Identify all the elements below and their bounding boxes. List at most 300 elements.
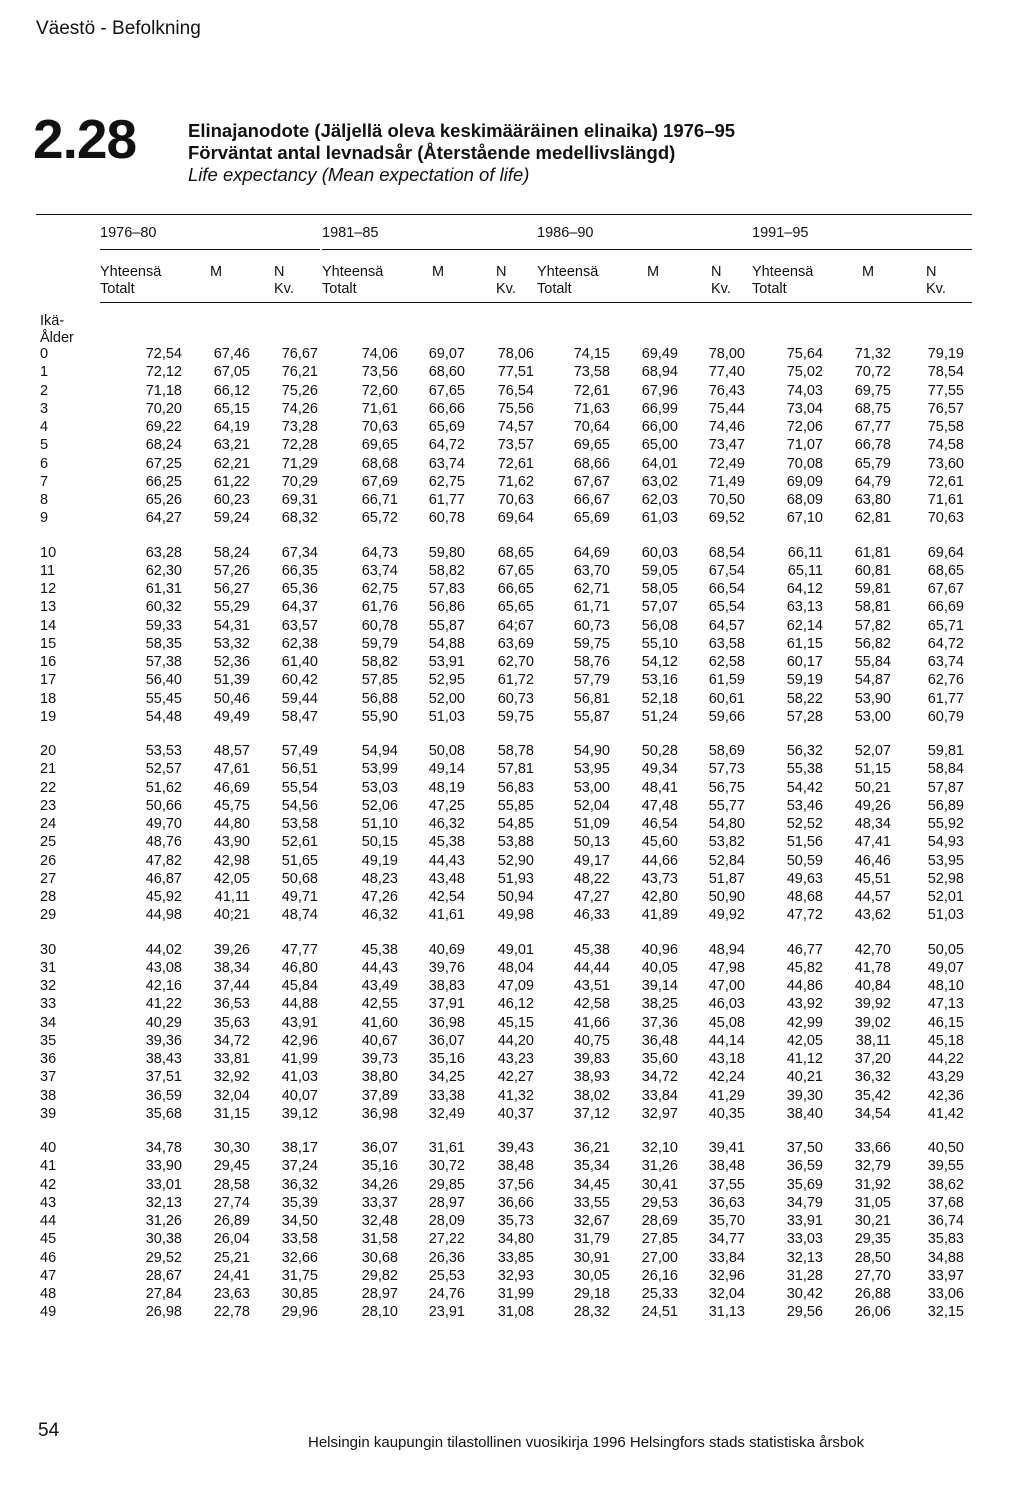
value-cell: 73,60	[927, 455, 964, 472]
value-cell: 70,72	[854, 364, 891, 381]
value-cell: 43,73	[641, 870, 678, 887]
age-cell: 7	[40, 473, 49, 490]
value-cell: 41,42	[927, 1105, 964, 1122]
value-cell: 53,95	[927, 852, 964, 869]
value-cell: 65,54	[708, 599, 745, 616]
value-cell: 68,09	[786, 492, 823, 508]
value-cell: 65,65	[497, 599, 534, 616]
total-label-sv: Totalt	[322, 281, 357, 297]
value-cell: 45,38	[573, 941, 610, 958]
value-cell: 71,29	[281, 455, 318, 472]
value-cell: 44,20	[497, 1032, 534, 1049]
value-cell: 29,56	[786, 1304, 823, 1321]
table-row	[0, 509, 1024, 528]
value-cell: 38,34	[213, 959, 250, 976]
value-cell: 40,29	[145, 1014, 182, 1031]
value-cell: 77,40	[708, 364, 745, 381]
value-cell: 42,36	[927, 1087, 964, 1104]
male-col-header: M	[210, 264, 223, 280]
value-cell: 29,85	[428, 1176, 465, 1193]
value-cell: 32,96	[708, 1267, 745, 1284]
value-cell: 41,89	[641, 907, 678, 924]
value-cell: 59,19	[786, 672, 823, 689]
value-cell: 38,25	[641, 996, 678, 1013]
value-cell: 42,55	[361, 996, 398, 1013]
value-cell: 66,99	[641, 400, 678, 417]
value-cell: 63,13	[786, 599, 823, 616]
male-col-header: M	[862, 264, 875, 280]
value-cell: 40,07	[281, 1087, 318, 1104]
value-cell: 51,39	[213, 672, 250, 689]
value-cell: 31,15	[213, 1105, 250, 1122]
value-cell: 56,51	[281, 761, 318, 778]
value-cell: 68,94	[641, 364, 678, 381]
value-cell: 68,75	[854, 400, 891, 417]
value-cell: 30,05	[573, 1267, 610, 1284]
table-row	[0, 1194, 1024, 1213]
value-cell: 40,05	[641, 959, 678, 976]
total-col-header	[537, 264, 598, 298]
value-cell: 34,72	[213, 1032, 250, 1049]
value-cell: 59,44	[281, 690, 318, 707]
value-cell: 47,00	[708, 978, 745, 994]
value-cell: 74,46	[708, 419, 745, 435]
table-row	[0, 1139, 1024, 1158]
value-cell: 77,55	[927, 382, 964, 399]
value-cell: 46,33	[573, 907, 610, 924]
value-cell: 46,77	[786, 941, 823, 958]
value-cell: 43,62	[854, 907, 891, 924]
male-col-header: M	[432, 264, 445, 280]
value-cell: 67,10	[786, 510, 823, 527]
value-cell: 39,36	[145, 1032, 182, 1049]
title-english: Life expectancy (Mean expectation of life)	[188, 164, 530, 185]
value-cell: 40,96	[641, 941, 678, 958]
value-cell: 57,49	[281, 743, 318, 759]
table-row	[0, 598, 1024, 617]
value-cell: 25,21	[213, 1249, 250, 1266]
value-cell: 47,13	[927, 996, 964, 1013]
value-cell: 35,39	[281, 1194, 318, 1211]
value-cell: 61,76	[361, 599, 398, 616]
value-cell: 52,00	[428, 690, 465, 707]
value-cell: 77,51	[497, 364, 534, 381]
value-cell: 44,80	[213, 816, 250, 832]
value-cell: 26,06	[854, 1304, 891, 1321]
value-cell: 33,06	[927, 1286, 964, 1302]
value-cell: 64,72	[927, 635, 964, 652]
value-cell: 76,54	[497, 382, 534, 399]
value-cell: 43,18	[708, 1051, 745, 1067]
value-cell: 39,43	[497, 1140, 534, 1156]
value-cell: 48,04	[497, 959, 534, 976]
value-cell: 27,74	[213, 1194, 250, 1211]
value-cell: 32,15	[927, 1304, 964, 1321]
value-cell: 43,23	[497, 1051, 534, 1067]
value-cell: 28,10	[361, 1304, 398, 1321]
value-cell: 51,93	[497, 870, 534, 887]
value-cell: 41,78	[854, 959, 891, 976]
table-row	[0, 455, 1024, 474]
value-cell: 24,76	[428, 1286, 465, 1302]
value-cell: 57,38	[145, 654, 182, 670]
age-cell: 18	[40, 690, 57, 707]
value-cell: 67,46	[213, 346, 250, 362]
value-cell: 54,85	[497, 816, 534, 832]
age-cell: 42	[40, 1176, 57, 1193]
value-cell: 39,92	[854, 996, 891, 1013]
value-cell: 36,32	[281, 1176, 318, 1193]
value-cell: 69,49	[641, 346, 678, 362]
age-cell: 1	[40, 364, 49, 381]
value-cell: 39,26	[213, 941, 250, 958]
age-cell: 31	[40, 959, 57, 976]
value-cell: 45,84	[281, 978, 318, 994]
value-cell: 35,83	[927, 1231, 964, 1248]
value-cell: 48,57	[213, 743, 250, 759]
value-cell: 78,54	[927, 364, 964, 381]
value-cell: 66,71	[361, 492, 398, 508]
value-cell: 73,28	[281, 419, 318, 435]
value-cell: 33,37	[361, 1194, 398, 1211]
value-cell: 68,54	[708, 544, 745, 561]
value-cell: 31,79	[573, 1231, 610, 1248]
value-cell: 46,32	[428, 816, 465, 832]
value-cell: 52,52	[786, 816, 823, 832]
value-cell: 33,55	[573, 1194, 610, 1211]
value-cell: 28,50	[854, 1249, 891, 1266]
value-cell: 63,21	[213, 437, 250, 454]
value-cell: 40,69	[428, 941, 465, 958]
value-cell: 69,07	[428, 346, 465, 362]
table-row	[0, 1303, 1024, 1322]
value-cell: 38,93	[573, 1069, 610, 1086]
value-cell: 70,29	[281, 473, 318, 490]
value-cell: 59,79	[361, 635, 398, 652]
table-row	[0, 1014, 1024, 1033]
value-cell: 52,90	[497, 852, 534, 869]
table-row	[0, 473, 1024, 492]
value-cell: 67,34	[281, 544, 318, 561]
value-cell: 33,97	[927, 1267, 964, 1284]
value-cell: 58,05	[641, 581, 678, 597]
female-label-fi: N	[496, 264, 507, 280]
value-cell: 39,30	[786, 1087, 823, 1104]
value-cell: 70,63	[361, 419, 398, 435]
value-cell: 30,21	[854, 1213, 891, 1229]
value-cell: 43,90	[213, 834, 250, 851]
value-cell: 54,31	[213, 617, 250, 634]
value-cell: 46,46	[854, 852, 891, 869]
value-cell: 36,98	[428, 1014, 465, 1031]
period-label: 1991–95	[752, 225, 809, 241]
value-cell: 40,21	[786, 1069, 823, 1086]
value-cell: 72,61	[497, 455, 534, 472]
value-cell: 57,79	[573, 672, 610, 689]
value-cell: 32,92	[213, 1069, 250, 1086]
value-cell: 75,26	[281, 382, 318, 399]
value-cell: 54,80	[708, 816, 745, 832]
value-cell: 35,34	[573, 1158, 610, 1175]
value-cell: 68,32	[281, 510, 318, 527]
value-cell: 63,57	[281, 617, 318, 634]
value-cell: 29,96	[281, 1304, 318, 1321]
value-cell: 54,90	[573, 743, 610, 759]
value-cell: 44,66	[641, 852, 678, 869]
value-cell: 65,26	[145, 492, 182, 508]
value-cell: 31,05	[854, 1194, 891, 1211]
value-cell: 57,28	[786, 708, 823, 725]
value-cell: 42,16	[145, 978, 182, 994]
table-row	[0, 852, 1024, 871]
total-label-fi: Yhteensä	[322, 264, 384, 280]
value-cell: 61,03	[641, 510, 678, 527]
value-cell: 32,04	[708, 1286, 745, 1302]
value-cell: 49,98	[497, 907, 534, 924]
value-cell: 74,26	[281, 400, 318, 417]
value-cell: 67,67	[927, 581, 964, 597]
value-cell: 73,04	[786, 400, 823, 417]
value-cell: 64,72	[428, 437, 465, 454]
value-cell: 43,48	[428, 870, 465, 887]
value-cell: 39,12	[281, 1105, 318, 1122]
value-cell: 44,14	[708, 1032, 745, 1049]
value-cell: 72,61	[927, 473, 964, 490]
value-cell: 44,88	[281, 996, 318, 1013]
value-cell: 52,84	[708, 852, 745, 869]
value-cell: 34,45	[573, 1176, 610, 1193]
age-cell: 9	[40, 510, 49, 527]
value-cell: 33,85	[497, 1249, 534, 1266]
table-row	[0, 941, 1024, 960]
value-cell: 62,81	[854, 510, 891, 527]
value-cell: 23,91	[428, 1304, 465, 1321]
value-cell: 31,26	[641, 1158, 678, 1175]
value-cell: 40,67	[361, 1032, 398, 1049]
value-cell: 47,72	[786, 907, 823, 924]
age-cell: 0	[40, 346, 49, 362]
value-cell: 27,85	[641, 1231, 678, 1248]
value-cell: 27,22	[428, 1231, 465, 1248]
value-cell: 55,45	[145, 690, 182, 707]
value-cell: 38,17	[281, 1140, 318, 1156]
total-col-header	[322, 264, 383, 298]
value-cell: 53,91	[428, 654, 465, 670]
value-cell: 51,56	[786, 834, 823, 851]
age-cell: 5	[40, 437, 49, 454]
value-cell: 35,60	[641, 1051, 678, 1067]
value-cell: 34,54	[854, 1105, 891, 1122]
age-label-fi: Ikä-	[40, 313, 65, 329]
value-cell: 74,57	[497, 419, 534, 435]
value-cell: 53,82	[708, 834, 745, 851]
value-cell: 37,51	[145, 1069, 182, 1086]
value-cell: 64,12	[786, 581, 823, 597]
value-cell: 59,81	[927, 743, 964, 759]
value-cell: 51,03	[428, 708, 465, 725]
value-cell: 54,93	[927, 834, 964, 851]
value-cell: 60,03	[641, 544, 678, 561]
female-label-fi: N	[926, 264, 937, 280]
value-cell: 72,49	[708, 455, 745, 472]
value-cell: 58,82	[361, 654, 398, 670]
value-cell: 50,21	[854, 779, 891, 796]
value-cell: 47,27	[573, 889, 610, 905]
value-cell: 41,61	[428, 907, 465, 924]
value-cell: 34,25	[428, 1069, 465, 1086]
value-cell: 64;67	[497, 617, 534, 634]
table-row	[0, 959, 1024, 978]
age-cell: 15	[40, 635, 57, 652]
table-row	[0, 1285, 1024, 1304]
value-cell: 48,76	[145, 834, 182, 851]
value-cell: 41,12	[786, 1051, 823, 1067]
value-cell: 26,98	[145, 1304, 182, 1321]
age-cell: 19	[40, 708, 57, 725]
value-cell: 56,08	[641, 617, 678, 634]
value-cell: 49,01	[497, 941, 534, 958]
value-cell: 54,48	[145, 708, 182, 725]
total-col-header	[752, 264, 813, 298]
value-cell: 59,81	[854, 581, 891, 597]
value-cell: 49,49	[213, 708, 250, 725]
female-label-fi: N	[711, 264, 722, 280]
value-cell: 62,76	[927, 672, 964, 689]
age-cell: 33	[40, 996, 57, 1013]
period-rule	[100, 249, 320, 250]
value-cell: 78,00	[708, 346, 745, 362]
value-cell: 53,99	[361, 761, 398, 778]
value-cell: 60,32	[145, 599, 182, 616]
value-cell: 67,25	[145, 455, 182, 472]
value-cell: 43,92	[786, 996, 823, 1013]
value-cell: 26,89	[213, 1213, 250, 1229]
female-col-header	[496, 264, 516, 298]
value-cell: 28,69	[641, 1213, 678, 1229]
value-cell: 63,80	[854, 492, 891, 508]
value-cell: 49,07	[927, 959, 964, 976]
value-cell: 57,85	[361, 672, 398, 689]
table-row	[0, 1176, 1024, 1195]
value-cell: 28,32	[573, 1304, 610, 1321]
table-row	[0, 870, 1024, 889]
total-label-fi: Yhteensä	[100, 264, 162, 280]
value-cell: 51,24	[641, 708, 678, 725]
value-cell: 60,78	[361, 617, 398, 634]
value-cell: 66,25	[145, 473, 182, 490]
value-cell: 67,05	[213, 364, 250, 381]
age-cell: 14	[40, 617, 57, 634]
table-row	[0, 544, 1024, 563]
table-number: 2.28	[33, 108, 137, 170]
table-row	[0, 580, 1024, 599]
value-cell: 25,33	[641, 1286, 678, 1302]
value-cell: 40,37	[497, 1105, 534, 1122]
value-cell: 76,57	[927, 400, 964, 417]
age-cell: 29	[40, 907, 57, 924]
age-cell: 36	[40, 1051, 57, 1067]
value-cell: 37,20	[854, 1051, 891, 1067]
value-cell: 75,58	[927, 419, 964, 435]
period-label: 1981–85	[322, 225, 379, 241]
value-cell: 43,91	[281, 1014, 318, 1031]
value-cell: 72,60	[361, 382, 398, 399]
value-cell: 44,98	[145, 907, 182, 924]
value-cell: 31,92	[854, 1176, 891, 1193]
value-cell: 57,07	[641, 599, 678, 616]
age-cell: 48	[40, 1286, 57, 1302]
value-cell: 60,17	[786, 654, 823, 670]
value-cell: 69,64	[497, 510, 534, 527]
value-cell: 58,76	[573, 654, 610, 670]
value-cell: 43,49	[361, 978, 398, 994]
value-cell: 52,95	[428, 672, 465, 689]
age-label-sv: Ålder	[40, 330, 74, 346]
value-cell: 62,21	[213, 455, 250, 472]
value-cell: 47,41	[854, 834, 891, 851]
value-cell: 74,58	[927, 437, 964, 454]
value-cell: 69,64	[927, 544, 964, 561]
value-cell: 48,94	[708, 941, 745, 958]
value-cell: 62,75	[428, 473, 465, 490]
value-cell: 65,72	[361, 510, 398, 527]
value-cell: 63,69	[497, 635, 534, 652]
value-cell: 47,26	[361, 889, 398, 905]
value-cell: 31,61	[428, 1140, 465, 1156]
value-cell: 45,82	[786, 959, 823, 976]
value-cell: 75,44	[708, 400, 745, 417]
table-row	[0, 363, 1024, 382]
female-label-sv: Kv.	[926, 281, 946, 297]
value-cell: 49,34	[641, 761, 678, 778]
value-cell: 72,28	[281, 437, 318, 454]
table-row	[0, 888, 1024, 907]
value-cell: 41,66	[573, 1014, 610, 1031]
age-cell: 21	[40, 761, 57, 778]
value-cell: 44,43	[361, 959, 398, 976]
value-cell: 36,32	[854, 1069, 891, 1086]
age-cell: 34	[40, 1014, 57, 1031]
age-cell: 17	[40, 672, 57, 689]
value-cell: 55,77	[708, 797, 745, 814]
age-cell: 25	[40, 834, 57, 851]
value-cell: 62,30	[145, 562, 182, 579]
value-cell: 71,61	[361, 400, 398, 417]
value-cell: 69,65	[361, 437, 398, 454]
value-cell: 39,02	[854, 1014, 891, 1031]
value-cell: 46,03	[708, 996, 745, 1013]
value-cell: 46,15	[927, 1014, 964, 1031]
value-cell: 42,54	[428, 889, 465, 905]
value-cell: 47,61	[213, 761, 250, 778]
value-cell: 70,08	[786, 455, 823, 472]
value-cell: 76,21	[281, 364, 318, 381]
total-col-header	[100, 264, 161, 298]
value-cell: 50,66	[145, 797, 182, 814]
table-row	[0, 1068, 1024, 1087]
value-cell: 32,79	[854, 1158, 891, 1175]
value-cell: 65,36	[281, 581, 318, 597]
value-cell: 58,78	[497, 743, 534, 759]
value-cell: 69,65	[573, 437, 610, 454]
value-cell: 31,28	[786, 1267, 823, 1284]
value-cell: 46,80	[281, 959, 318, 976]
value-cell: 44,43	[428, 852, 465, 869]
table-row	[0, 779, 1024, 798]
value-cell: 69,75	[854, 382, 891, 399]
value-cell: 49,19	[361, 852, 398, 869]
total-label-sv: Totalt	[100, 281, 135, 297]
